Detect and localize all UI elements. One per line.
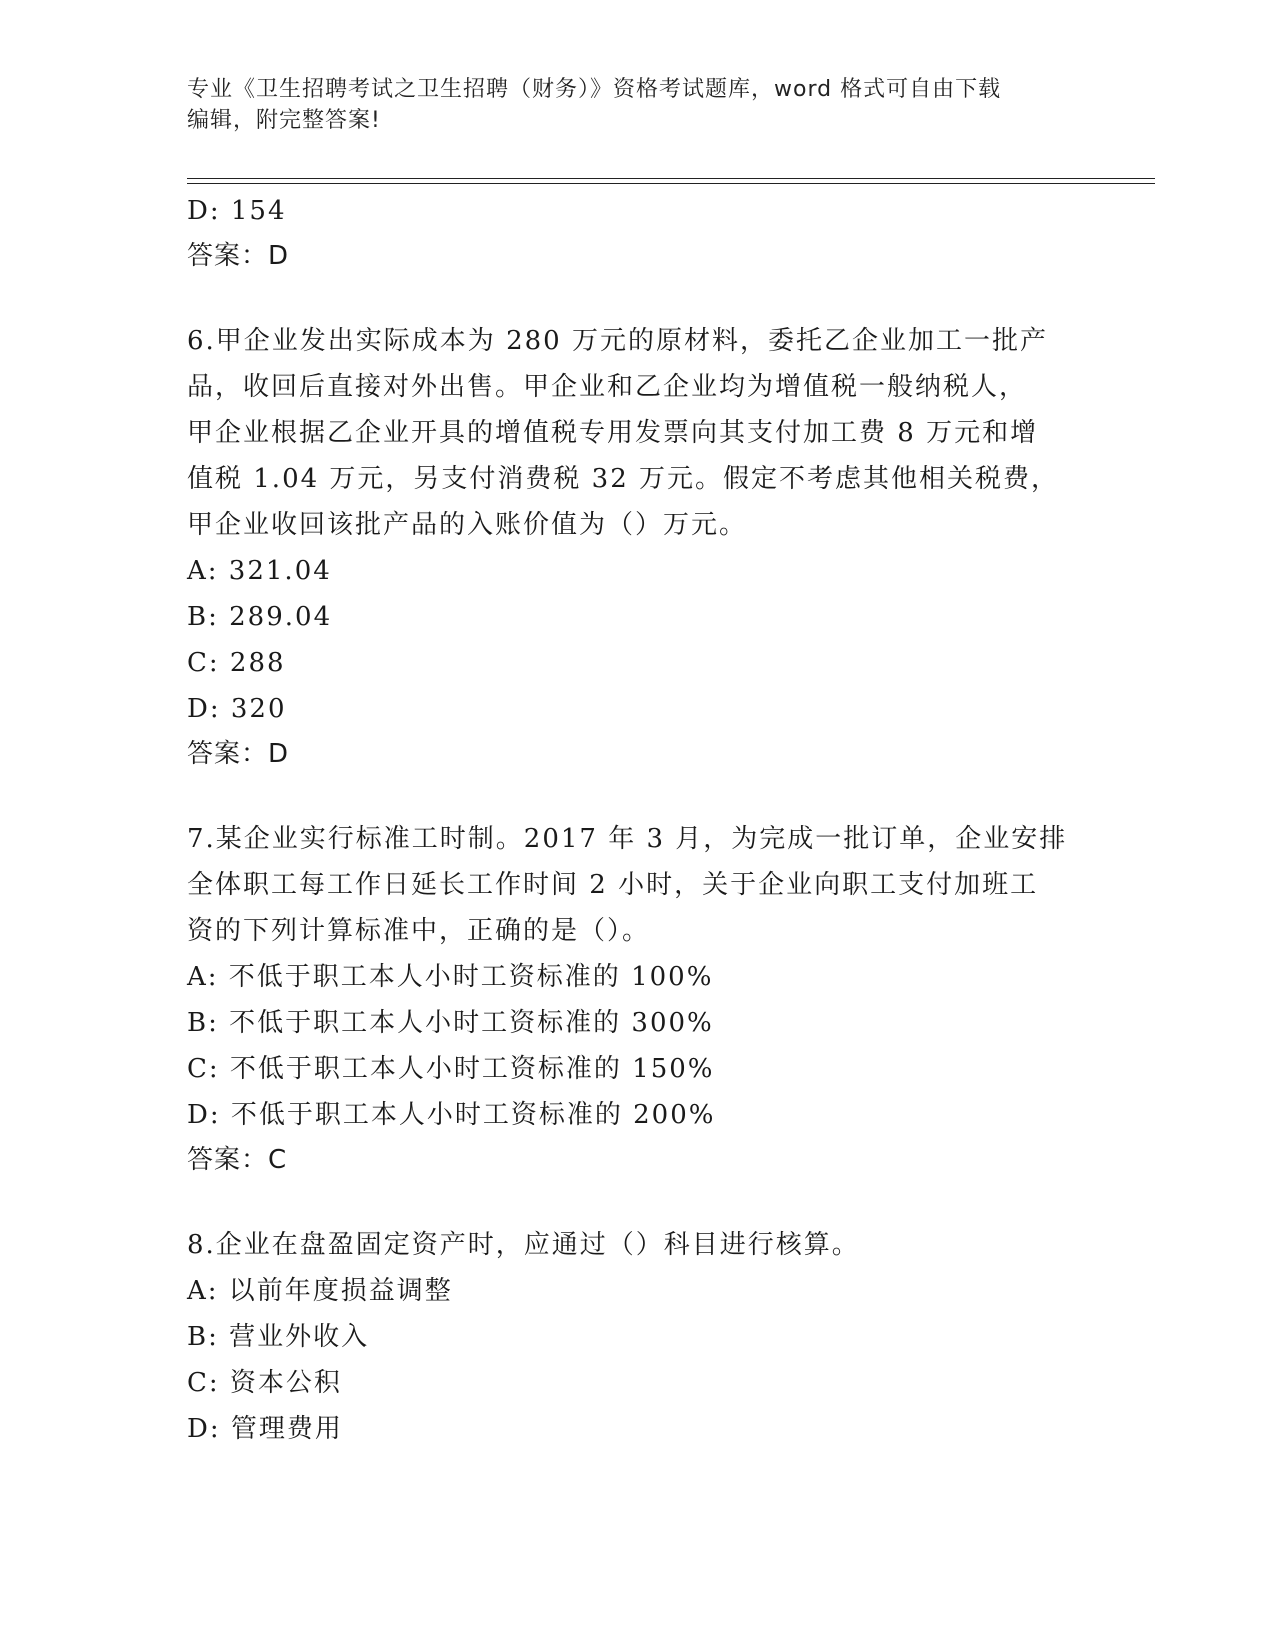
- document-header: [187, 74, 1087, 136]
- question-6-line: 甲企业收回该批产品的入账价值为（）万元。: [187, 510, 748, 540]
- question-6-line: 6.甲企业发出实际成本为 280 万元的原材料，委托乙企业加工一批产: [187, 326, 1048, 356]
- spacer: [187, 1182, 1087, 1222]
- prev-option-d: D: 154: [187, 196, 287, 226]
- question-8-option-a: A: 以前年度损益调整: [187, 1276, 453, 1306]
- question-6-option-a: A: 321.04: [187, 556, 332, 586]
- question-7-line: 7.某企业实行标准工时制。2017 年 3 月，为完成一批订单，企业安排: [187, 824, 1068, 854]
- question-7: [187, 816, 1087, 1182]
- header-divider-top: [187, 178, 1155, 179]
- header-line-1: 专业《卫生招聘考试之卫生招聘（财务）》资格考试题库，word 格式可自由下载: [187, 77, 1002, 102]
- question-6: [187, 318, 1087, 776]
- header-line-2: 编辑，附完整答案!: [187, 108, 381, 133]
- question-6-option-d: D: 320: [187, 694, 287, 724]
- question-6-option-b: B: 289.04: [187, 602, 333, 632]
- question-6-answer: 答案：D: [187, 739, 290, 769]
- prev-answer: 答案：D: [187, 241, 290, 271]
- question-6-option-c: C: 288: [187, 648, 286, 678]
- question-8-line: 8.企业在盘盈固定资产时，应通过（）科目进行核算。: [187, 1230, 860, 1260]
- question-8-option-c: C: 资本公积: [187, 1368, 342, 1398]
- question-7-option-c: C: 不低于职工本人小时工资标准的 150%: [187, 1054, 715, 1084]
- question-7-answer: 答案：C: [187, 1145, 288, 1175]
- question-6-line: 值税 1.04 万元，另支付消费税 32 万元。假定不考虑其他相关税费，: [187, 464, 1060, 494]
- question-7-option-b: B: 不低于职工本人小时工资标准的 300%: [187, 1008, 714, 1038]
- question-6-line: 甲企业根据乙企业开具的增值税专用发票向其支付加工费 8 万元和增: [187, 418, 1039, 448]
- question-7-option-d: D: 不低于职工本人小时工资标准的 200%: [187, 1100, 716, 1130]
- question-8: [187, 1222, 1087, 1452]
- spacer: [187, 776, 1087, 816]
- question-6-line: 品，收回后直接对外出售。甲企业和乙企业均为增值税一般纳税人，: [187, 372, 1028, 402]
- question-7-option-a: A: 不低于职工本人小时工资标准的 100%: [187, 962, 714, 992]
- question-7-line: 全体职工每工作日延长工作时间 2 小时，关于企业向职工支付加班工: [187, 870, 1039, 900]
- header-divider-bottom: [187, 183, 1155, 184]
- question-8-option-b: B: 营业外收入: [187, 1322, 370, 1352]
- question-8-option-d: D: 管理费用: [187, 1414, 343, 1444]
- question-7-line: 资的下列计算标准中，正确的是（）。: [187, 916, 651, 946]
- spacer: [187, 278, 1087, 318]
- document-body: [187, 188, 1087, 1452]
